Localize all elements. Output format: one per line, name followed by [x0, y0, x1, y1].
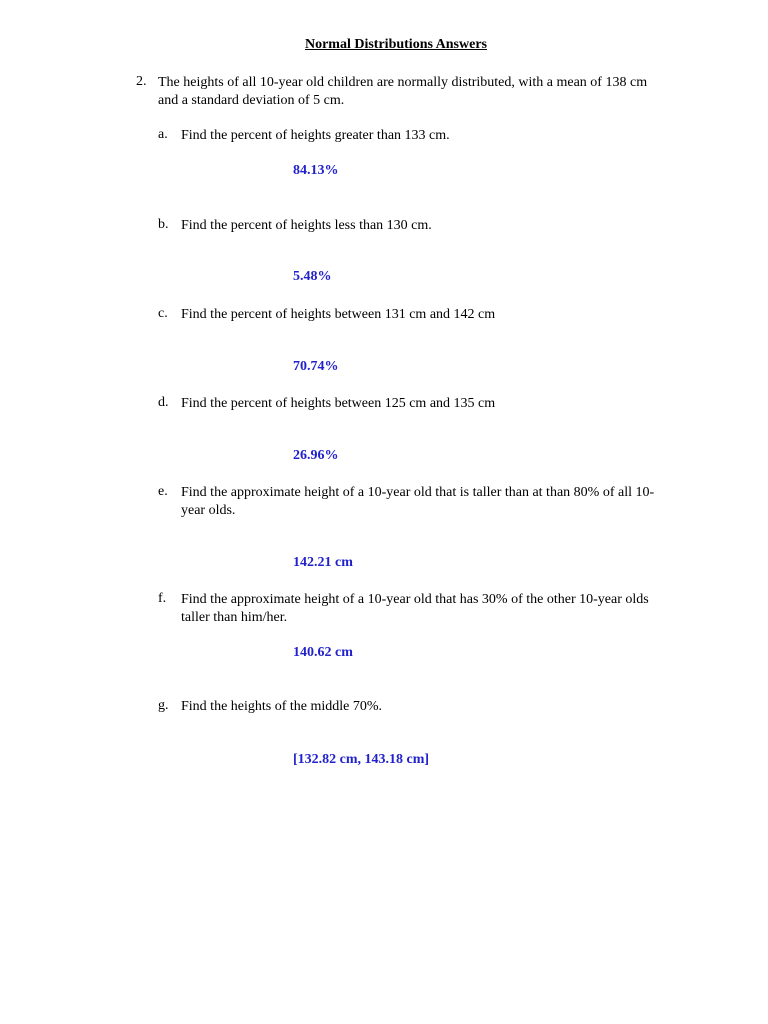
part-c-answer: 70.74% — [293, 359, 339, 374]
part-c-text: Find the percent of heights between 131 cm and 142 cm — [181, 307, 496, 322]
part-f-letter: f. — [158, 591, 167, 606]
part-g-answer: [132.82 cm, 143.18 cm] — [293, 752, 430, 767]
part-d-letter: d. — [158, 395, 169, 410]
part-d-answer: 26.96% — [293, 448, 339, 463]
question-number: 2. — [136, 74, 147, 89]
part-a-text: Find the percent of heights greater than 133 cm. — [181, 128, 450, 143]
part-g-letter: g. — [158, 698, 169, 713]
page-title: Normal Distributions Answers — [304, 37, 487, 52]
part-b-answer: 5.48% — [293, 269, 332, 284]
question-text: The heights of all 10-year old children are normally distributed, with a mean of 138 cm and a standard deviation of 5 cm. — [158, 75, 648, 108]
part-e-letter: e. — [158, 484, 168, 499]
part-e-answer: 142.21 cm — [293, 555, 353, 570]
part-a-letter: a. — [158, 127, 168, 142]
part-f-text: Find the approximate height of a 10-year old that has 30% of the other 10-year olds taller than him/her. — [181, 592, 649, 625]
part-a-answer: 84.13% — [293, 163, 339, 178]
part-b-text: Find the percent of heights less than 130 cm. — [181, 218, 432, 233]
part-g-text: Find the heights of the middle 70%. — [181, 699, 383, 714]
part-c-letter: c. — [158, 306, 168, 321]
part-f-answer: 140.62 cm — [293, 645, 353, 660]
part-d-text: Find the percent of heights between 125 cm and 135 cm — [181, 396, 496, 411]
part-e-text: Find the approximate height of a 10-year old that is taller than at than 80% of all 10-year olds. — [181, 485, 655, 518]
part-b-letter: b. — [158, 217, 169, 232]
